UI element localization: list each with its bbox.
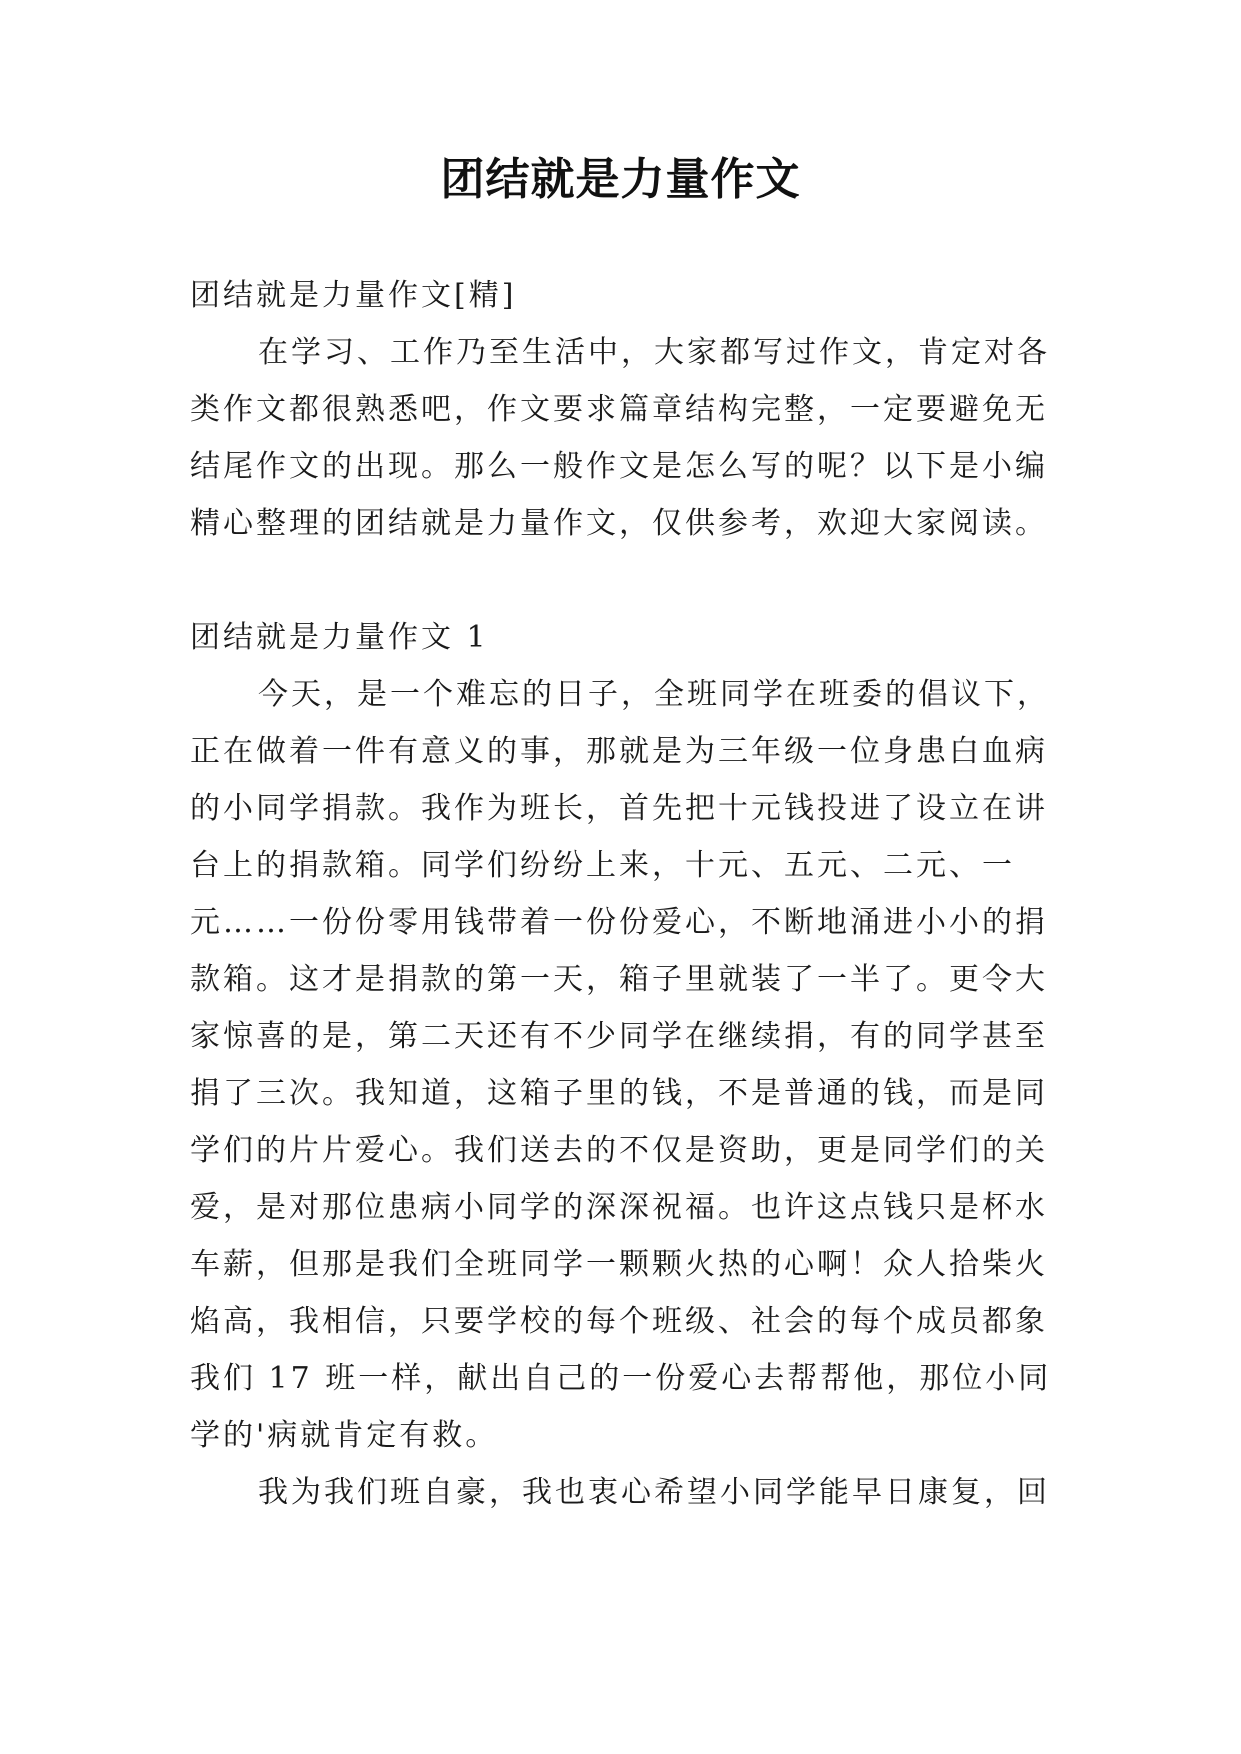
essay-line: 焰高，我相信，只要学校的每个班级、社会的每个成员都象 [190, 1304, 1048, 1339]
intro-line: 类作文都很熟悉吧，作文要求篇章结构完整，一定要避免无 [190, 392, 1048, 427]
essay-line: 我们 17 班一样，献出自己的一份爱心去帮帮他，那位小同 [190, 1361, 1052, 1396]
intro-line: 精心整理的团结就是力量作文，仅供参考，欢迎大家阅读。 [190, 506, 1048, 541]
section-heading: 团结就是力量作文 1 [190, 620, 489, 655]
essay-line: 今天，是一个难忘的日子，全班同学在班委的倡议下， [258, 677, 1050, 712]
essay-line: 款箱。这才是捐款的第一天，箱子里就装了一半了。更令大 [190, 962, 1048, 997]
closing-line: 我为我们班自豪，我也衷心希望小同学能早日康复，回 [258, 1475, 1050, 1510]
essay-line: 台上的捐款箱。同学们纷纷上来，十元、五元、二元、一 [190, 848, 1015, 883]
essay-line: 爱，是对那位患病小同学的深深祝福。也许这点钱只是杯水 [190, 1190, 1048, 1225]
document-subtitle: 团结就是力量作文[精] [190, 278, 517, 313]
paragraph-spacer [190, 552, 1070, 609]
essay-line: 车薪，但那是我们全班同学一颗颗火热的心啊！众人拾柴火 [190, 1247, 1048, 1282]
essay-line: 学们的片片爱心。我们送去的不仅是资助，更是同学们的关 [190, 1133, 1048, 1168]
document-title: 团结就是力量作文 [440, 154, 801, 205]
intro-line: 在学习、工作乃至生活中，大家都写过作文，肯定对各 [258, 335, 1050, 370]
intro-line: 结尾作文的出现。那么一般作文是怎么写的呢？以下是小编 [190, 449, 1048, 484]
essay-line: 捐了三次。我知道，这箱子里的钱，不是普通的钱，而是同 [190, 1076, 1048, 1111]
essay-line: 的小同学捐款。我作为班长，首先把十元钱投进了设立在讲 [190, 791, 1048, 826]
document-body [190, 267, 1070, 1521]
essay-line: 正在做着一件有意义的事，那就是为三年级一位身患白血病 [190, 734, 1048, 769]
essay-line: 学的'病就肯定有救。 [190, 1418, 499, 1453]
essay-line: 元……一份份零用钱带着一份份爱心，不断地涌进小小的捐 [190, 905, 1048, 940]
essay-line: 家惊喜的是，第二天还有不少同学在继续捐，有的同学甚至 [190, 1019, 1048, 1054]
